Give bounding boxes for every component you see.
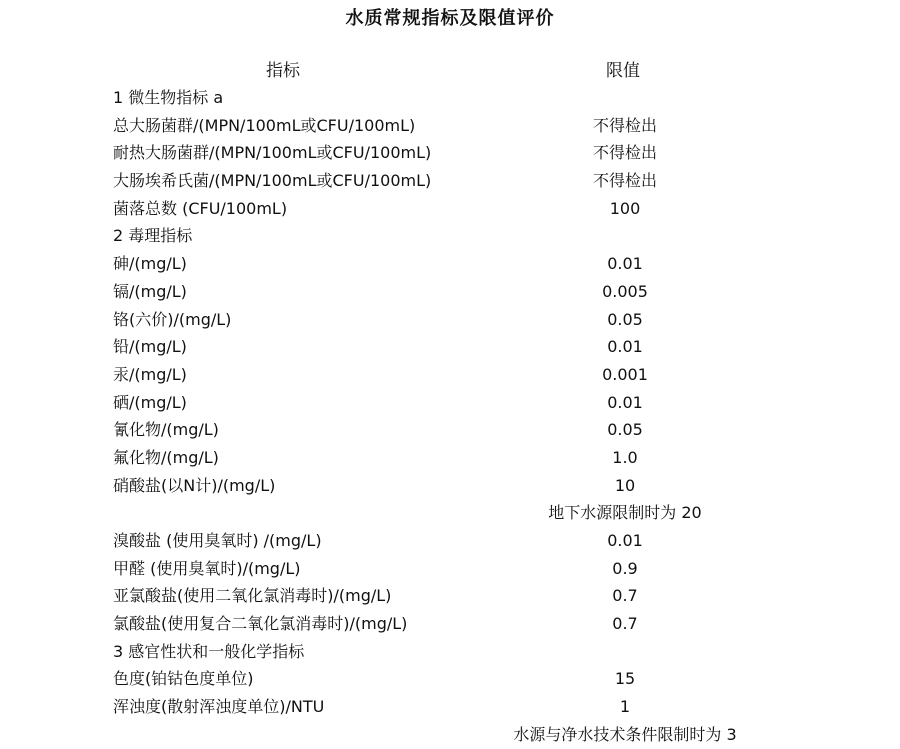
row-indicator: 浑浊度(散射浑浊度单位)/NTU [113, 697, 325, 717]
row-limit: 1.0 [612, 447, 638, 467]
table-row [0, 222, 900, 250]
row-limit: 不得检出 [592, 171, 658, 191]
row-indicator: 大肠埃希氏菌/(MPN/100mL或CFU/100mL) [113, 171, 432, 191]
row-limit: 15 [614, 669, 636, 689]
row-indicator: 氰化物/(mg/L) [113, 420, 219, 440]
row-indicator: 氟化物/(mg/L) [113, 447, 219, 467]
row-indicator: 甲醛 (使用臭氧时)/(mg/L) [113, 558, 301, 578]
table-row [0, 444, 900, 472]
row-indicator: 氯酸盐(使用复合二氧化氯消毒时)/(mg/L) [113, 614, 408, 634]
row-indicator: 砷/(mg/L) [113, 254, 187, 274]
row-limit: 10 [614, 475, 636, 495]
table-row [0, 250, 900, 278]
table-row [0, 499, 900, 527]
row-indicator: 硝酸盐(以N计)/(mg/L) [113, 475, 276, 495]
row-limit: 0.9 [612, 558, 638, 578]
table-row [0, 721, 900, 749]
row-indicator: 耐热大肠菌群/(MPN/100mL或CFU/100mL) [113, 143, 432, 163]
row-limit: 0.05 [607, 420, 643, 440]
table-row [0, 610, 900, 638]
table-row [0, 582, 900, 610]
page-title: 水质常规指标及限值评价 [345, 8, 555, 29]
row-indicator: 汞/(mg/L) [113, 364, 187, 384]
row-limit-note: 地下水源限制时为 20 [548, 503, 702, 523]
table-row [0, 555, 900, 583]
table-row [0, 638, 900, 666]
row-limit: 0.05 [607, 309, 643, 329]
table-header [0, 56, 900, 80]
table-row [0, 693, 900, 721]
row-indicator: 菌落总数 (CFU/100mL) [113, 198, 288, 218]
row-limit: 1 [619, 697, 631, 717]
column-header-limit: 限值 [606, 61, 640, 81]
row-limit: 0.005 [602, 281, 648, 301]
table-row [0, 527, 900, 555]
row-limit: 0.7 [612, 614, 638, 634]
table-row [0, 361, 900, 389]
table-row [0, 278, 900, 306]
row-indicator: 3 感官性状和一般化学指标 [113, 641, 305, 661]
row-limit: 不得检出 [592, 115, 658, 135]
row-indicator: 亚氯酸盐(使用二氧化氯消毒时)/(mg/L) [113, 586, 392, 606]
column-header-indicator: 指标 [266, 61, 300, 81]
table-row [0, 195, 900, 223]
row-indicator: 总大肠菌群/(MPN/100mL或CFU/100mL) [113, 115, 416, 135]
table-row [0, 84, 900, 112]
row-limit: 不得检出 [592, 143, 658, 163]
row-limit: 0.01 [607, 531, 643, 550]
row-limit: 0.001 [602, 364, 648, 384]
row-indicator: 镉/(mg/L) [113, 281, 187, 301]
indicator-table [0, 84, 900, 749]
row-indicator: 铬(六价)/(mg/L) [113, 309, 232, 329]
row-limit: 0.7 [612, 586, 638, 606]
row-indicator: 溴酸盐 (使用臭氧时) /(mg/L) [113, 531, 322, 550]
row-indicator: 色度(铂钴色度单位) [113, 669, 254, 689]
table-row [0, 139, 900, 167]
row-limit-note: 水源与净水技术条件限制时为 3 [513, 724, 737, 744]
table-row [0, 416, 900, 444]
row-indicator: 铅/(mg/L) [113, 337, 187, 357]
table-row [0, 306, 900, 334]
row-limit: 0.01 [607, 337, 643, 357]
row-limit: 100 [609, 198, 641, 218]
table-row [0, 333, 900, 361]
table-row [0, 665, 900, 693]
table-row [0, 112, 900, 140]
table-row [0, 472, 900, 500]
row-limit: 0.01 [607, 392, 643, 412]
table-row [0, 167, 900, 195]
table-row [0, 389, 900, 417]
row-indicator: 硒/(mg/L) [113, 392, 187, 412]
row-limit: 0.01 [607, 254, 643, 274]
row-indicator: 2 毒理指标 [113, 226, 193, 246]
row-indicator: 1 微生物指标 a [113, 88, 224, 107]
